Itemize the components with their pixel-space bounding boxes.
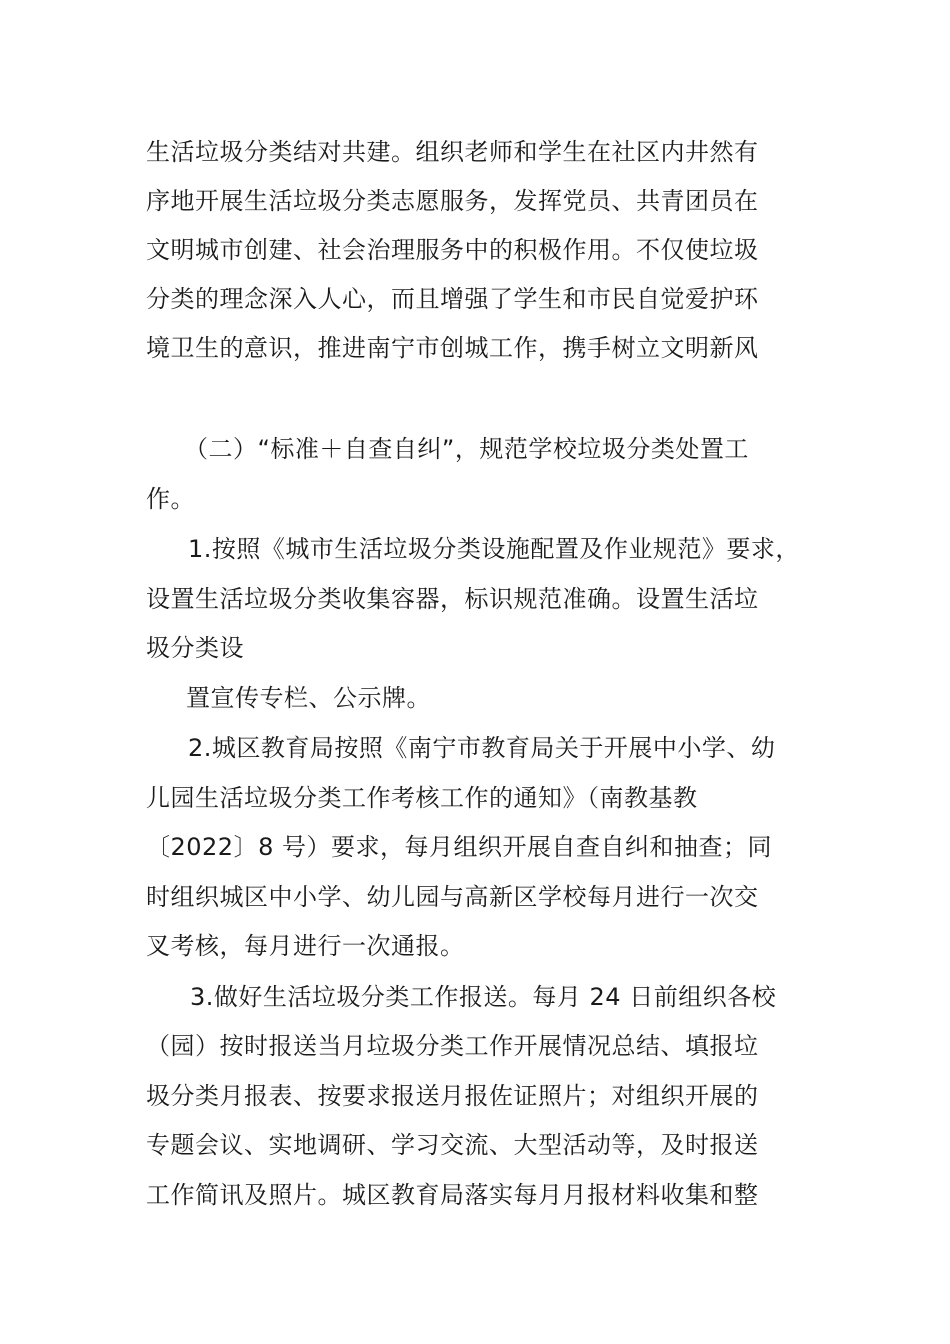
- text-line: 圾分类设: [146, 634, 244, 662]
- text-line: 1.按照《城市生活垃圾分类设施配置及作业规范》要求，: [188, 535, 800, 563]
- text-line: 文明城市创建、社会治理服务中的积极作用。不仅使垃圾: [146, 236, 759, 264]
- text-line: 圾分类月报表、按要求报送月报佐证照片；对组织开展的: [146, 1082, 759, 1110]
- text-line: 儿园生活垃圾分类工作考核工作的通知》（南教基教: [146, 784, 698, 812]
- text-line: 分类的理念深入人心，而且增强了学生和市民自觉爱护环: [146, 285, 759, 313]
- text-line: 3.做好生活垃圾分类工作报送。每月 24 日前组织各校: [190, 983, 777, 1011]
- text-line: 时组织城区中小学、幼儿园与高新区学校每月进行一次交: [146, 883, 759, 911]
- text-line: 置宣传专栏、公示牌。: [186, 684, 431, 712]
- text-line: （园）按时报送当月垃圾分类工作开展情况总结、填报垃: [146, 1032, 759, 1060]
- section-heading: （二）“标准＋自查自纠”，规范学校垃圾分类处置工: [184, 435, 749, 463]
- text-line: 2.城区教育局按照《南宁市教育局关于开展中小学、幼: [188, 734, 776, 762]
- text-line: 叉考核，每月进行一次通报。: [146, 932, 465, 960]
- text-line: 生活垃圾分类结对共建。组织老师和学生在社区内井然有: [146, 138, 759, 166]
- text-line: 设置生活垃圾分类收集容器，标识规范准确。设置生活垃: [146, 585, 759, 613]
- text-line: 专题会议、实地调研、学习交流、大型活动等，及时报送: [146, 1131, 759, 1159]
- text-line: 〔2022〕8 号）要求，每月组织开展自查自纠和抽查；同: [146, 833, 772, 861]
- text-line: 序地开展生活垃圾分类志愿服务，发挥党员、共青团员在: [146, 187, 759, 215]
- text-line: 工作简讯及照片。城区教育局落实每月月报材料收集和整: [146, 1181, 759, 1209]
- section-heading: 作。: [146, 485, 195, 513]
- text-line: 境卫生的意识，推进南宁市创城工作，携手树立文明新风: [146, 334, 759, 362]
